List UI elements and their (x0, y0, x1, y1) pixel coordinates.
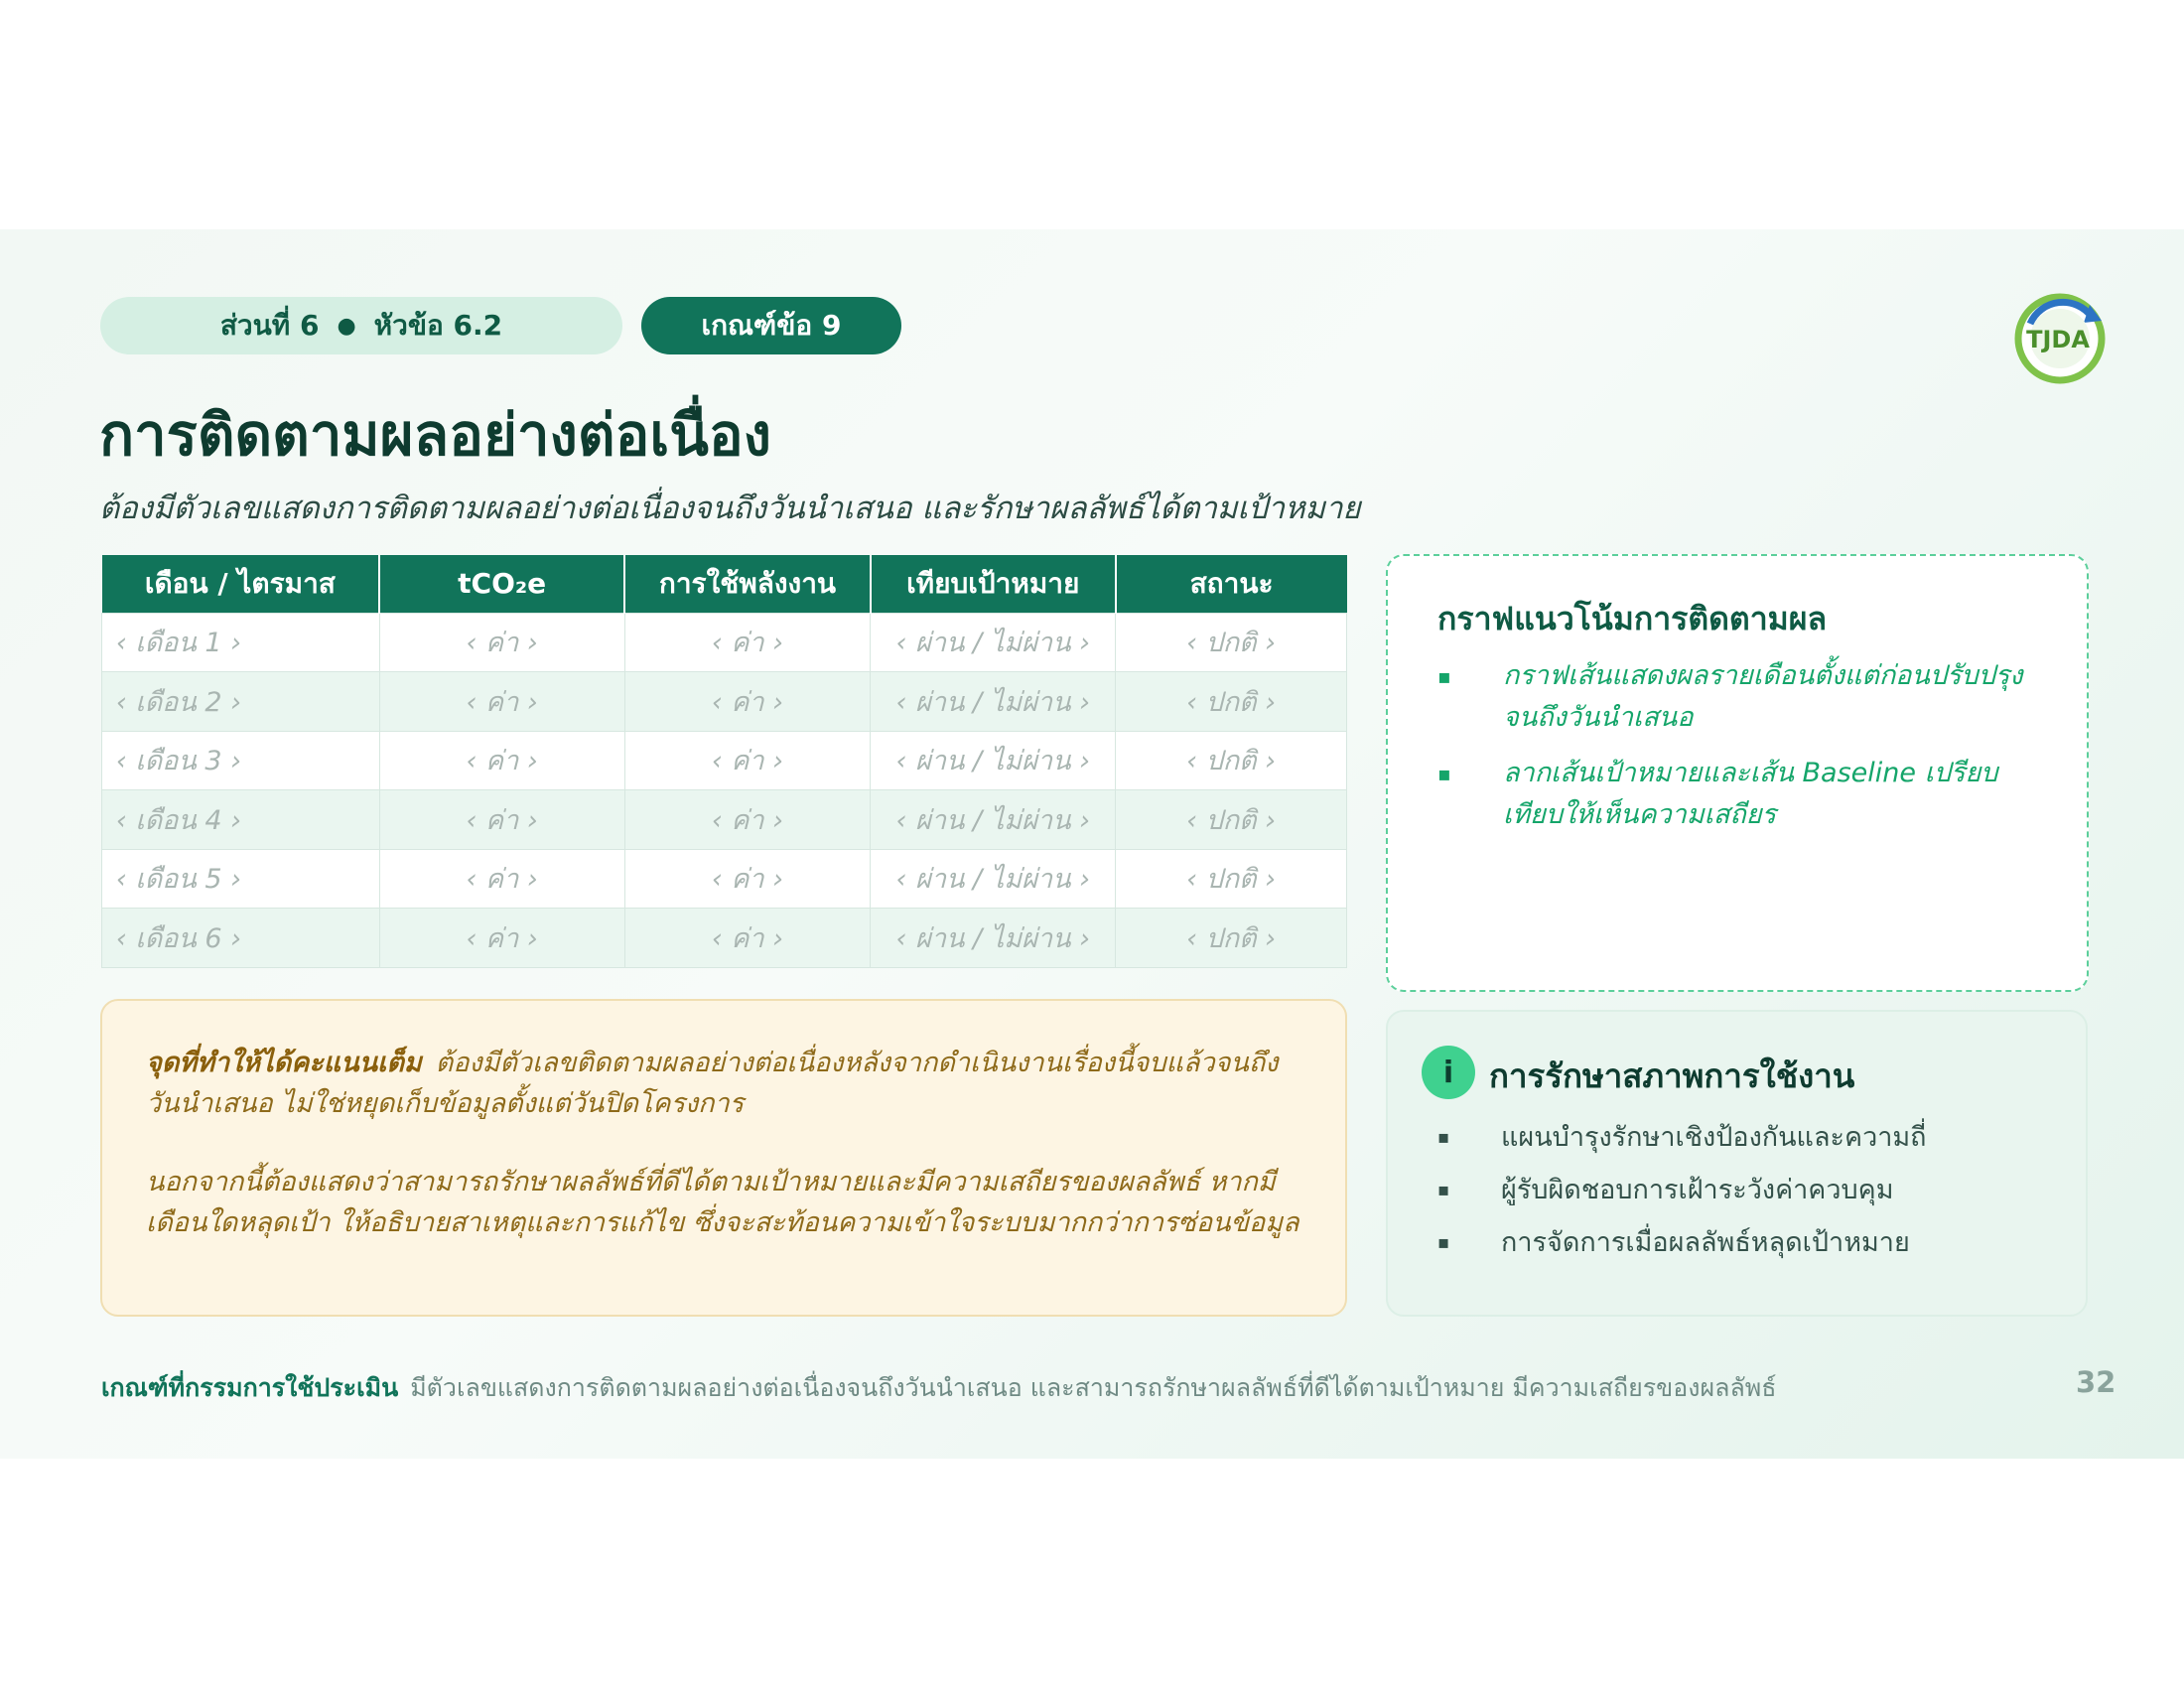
cell-month: ‹ เดือน 5 › (102, 849, 380, 909)
topic-label: หัวข้อ 6.2 (373, 309, 503, 342)
cell-tco2e: ‹ ค่า › (379, 849, 624, 909)
graph-box-list (1437, 655, 2053, 850)
tracking-table (101, 555, 1347, 968)
list-item-text: การจัดการเมื่อผลลัพธ์หลุดเป้าหมาย (1501, 1227, 1910, 1258)
info-icon: i (1422, 1046, 1475, 1099)
cell-tco2e: ‹ ค่า › (379, 909, 624, 968)
table-row (102, 909, 1347, 968)
cell-tco2e: ‹ ค่า › (379, 731, 624, 790)
page-title: การติดตามผลอย่างต่อเนื่อง (99, 401, 771, 469)
list-item (1437, 753, 2053, 836)
cell-tco2e: ‹ ค่า › (379, 672, 624, 732)
cell-target: ‹ ผ่าน / ไม่ผ่าน › (871, 790, 1116, 850)
note-paragraph (146, 1043, 1301, 1124)
bullet-icon: ▪ (1437, 1127, 1450, 1148)
cell-tco2e: ‹ ค่า › (379, 790, 624, 850)
maintenance-list (1437, 1117, 1927, 1275)
maintenance-title: การรักษาสภาพการใช้งาน (1489, 1056, 1855, 1095)
note-text-1: ต้องมีตัวเลขติดตามผลอย่างต่อเนื่องหลังจากดำเนินงานเรื่องนี้จบแล้วจนถึงวันนำเสนอ ไม่ใช่หยุดเก็บข้อมูลตั้งแต่วันปิดโครงการ (146, 1048, 1279, 1119)
cell-energy: ‹ ค่า › (624, 909, 871, 968)
col-target: เทียบเป้าหมาย (871, 555, 1116, 613)
footer-text: มีตัวเลขแสดงการติดตามผลอย่างต่อเนื่องจนถึงวันนำเสนอ และสามารถรักษาผลลัพธ์ที่ดีได้ตามเป้าหมาย มีความเสถียรของผลลัพธ์ (410, 1373, 1777, 1402)
footer-lead: เกณฑ์ที่กรรมการใช้ประเมิน (101, 1373, 399, 1402)
section-pill (100, 297, 622, 354)
cell-target: ‹ ผ่าน / ไม่ผ่าน › (871, 613, 1116, 672)
note-lead: จุดที่ทำให้ได้คะแนนเต็ม (146, 1048, 422, 1078)
cell-status: ‹ ปกติ › (1116, 849, 1347, 909)
cell-energy: ‹ ค่า › (624, 790, 871, 850)
separator-dot: ● (337, 313, 356, 339)
cell-tco2e: ‹ ค่า › (379, 613, 624, 672)
cell-status: ‹ ปกติ › (1116, 613, 1347, 672)
graph-trend-box (1386, 554, 2089, 992)
page-subtitle: ต้องมีตัวเลขแสดงการติดตามผลอย่างต่อเนื่องจนถึงวันนำเสนอ และรักษาผลลัพธ์ได้ตามเป้าหมาย (99, 491, 1361, 526)
footer-criteria (101, 1368, 1777, 1408)
slide (0, 229, 2184, 1459)
table-header-row (102, 555, 1347, 613)
cell-month: ‹ เดือน 1 › (102, 613, 380, 672)
table-row (102, 849, 1347, 909)
cell-month: ‹ เดือน 6 › (102, 909, 380, 968)
cell-status: ‹ ปกติ › (1116, 790, 1347, 850)
cell-energy: ‹ ค่า › (624, 672, 871, 732)
list-item (1437, 655, 2053, 739)
cell-status: ‹ ปกติ › (1116, 731, 1347, 790)
tjda-logo (2010, 289, 2110, 388)
logo-text: TJDA (2026, 326, 2090, 353)
col-tco2e: tCO₂e (379, 555, 624, 613)
bullet-icon: ▪ (1437, 1232, 1450, 1253)
bullet-icon: ▪ (1437, 762, 1451, 785)
cell-month: ‹ เดือน 3 › (102, 731, 380, 790)
cell-target: ‹ ผ่าน / ไม่ผ่าน › (871, 849, 1116, 909)
col-energy: การใช้พลังงาน (624, 555, 871, 613)
cell-month: ‹ เดือน 4 › (102, 790, 380, 850)
full-score-note (100, 999, 1347, 1317)
list-item-text: กราฟเส้นแสดงผลรายเดือนตั้งแต่ก่อนปรับปรุงจนถึงวันนำเสนอ (1503, 660, 2023, 733)
cell-energy: ‹ ค่า › (624, 731, 871, 790)
cell-target: ‹ ผ่าน / ไม่ผ่าน › (871, 731, 1116, 790)
bullet-icon: ▪ (1437, 664, 1451, 688)
note-text-2: นอกจากนี้ต้องแสดงว่าสามารถรักษาผลลัพธ์ที่ดีได้ตามเป้าหมายและมีความเสถียรของผลลัพธ์ หากมีเดือนใดหลุดเป้า ให้อธิบายสาเหตุและการแก้ไข ซึ่งจะสะท้อนความเข้าใจระบบมากกว่าการซ่อนข้อมูล (146, 1167, 1299, 1238)
maintenance-box (1386, 1010, 2088, 1317)
list-item-text: ผู้รับผิดชอบการเฝ้าระวังค่าควบคุม (1501, 1175, 1894, 1205)
list-item (1437, 1117, 1927, 1159)
cell-energy: ‹ ค่า › (624, 849, 871, 909)
list-item-text: ลากเส้นเป้าหมายและเส้น Baseline เปรียบเทียบให้เห็นความเสถียร (1503, 758, 1998, 830)
col-month: เดือน / ไตรมาส (102, 555, 380, 613)
cell-energy: ‹ ค่า › (624, 613, 871, 672)
list-item (1437, 1170, 1927, 1211)
page-number: 32 (2076, 1365, 2116, 1399)
graph-box-title: กราฟแนวโน้มการติดตามผล (1437, 600, 1828, 637)
criterion-pill: เกณฑ์ข้อ 9 (641, 297, 901, 354)
list-item-text: แผนบำรุงรักษาเชิงป้องกันและความถี่ (1501, 1122, 1927, 1153)
table-row (102, 613, 1347, 672)
cell-target: ‹ ผ่าน / ไม่ผ่าน › (871, 909, 1116, 968)
cell-status: ‹ ปกติ › (1116, 672, 1347, 732)
table-row (102, 790, 1347, 850)
cell-month: ‹ เดือน 2 › (102, 672, 380, 732)
table-row (102, 731, 1347, 790)
table-row (102, 672, 1347, 732)
list-item (1437, 1222, 1927, 1264)
col-status: สถานะ (1116, 555, 1347, 613)
bullet-icon: ▪ (1437, 1180, 1450, 1200)
cell-status: ‹ ปกติ › (1116, 909, 1347, 968)
cell-target: ‹ ผ่าน / ไม่ผ่าน › (871, 672, 1116, 732)
section-label: ส่วนที่ 6 (219, 309, 320, 342)
